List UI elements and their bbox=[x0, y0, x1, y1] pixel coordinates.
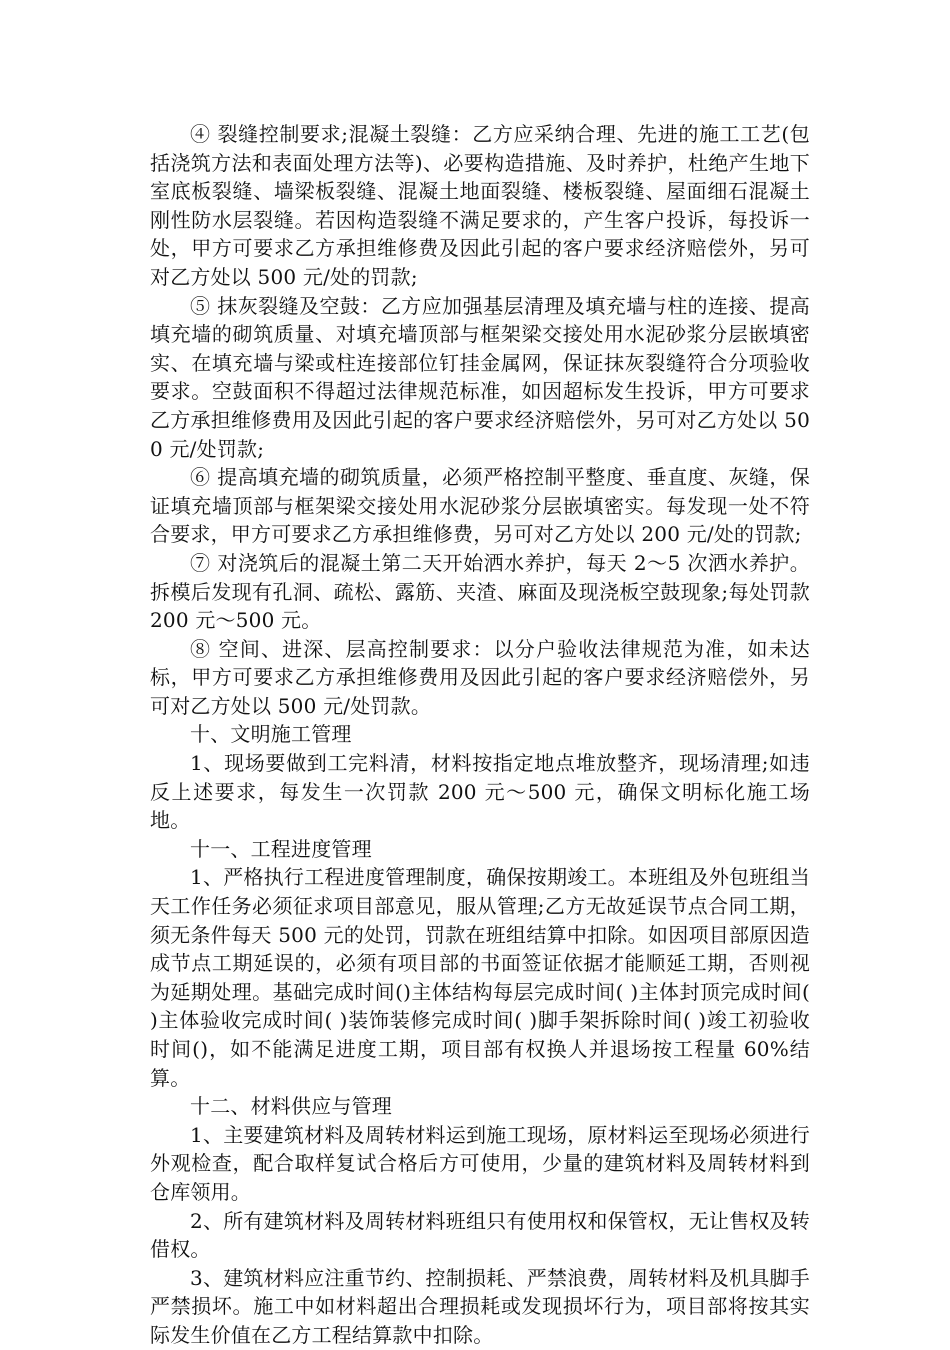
paragraph-infill-wall-quality: ⑥ 提高填充墙的砌筑质量，必须严格控制平整度、垂直度、灰缝，保证填充墙顶部与框架梁交接处用水泥砂浆分层嵌填密实。每发现一处不符合要求，甲方可要求乙方承担维修费，另可对乙方处以 200 元/处的罚款; bbox=[150, 465, 810, 547]
section-heading-material-supply: 十二、材料供应与管理 bbox=[190, 1094, 392, 1119]
paragraph-site-cleanliness: 1、现场要做到工完料清，材料按指定地点堆放整齐，现场清理;如违反上述要求，每发生一次罚款 200 元～500 元，确保文明标化施工场地。 bbox=[150, 751, 810, 833]
paragraph-material-rights: 2、所有建筑材料及周转材料班组只有使用权和保管权，无让售权及转借权。 bbox=[150, 1208, 810, 1262]
paragraph-plaster-cracks: ⑤ 抹灰裂缝及空鼓：乙方应加强基层清理及填充墙与柱的连接、提高填充墙的砌筑质量、对填充墙顶部与框架梁交接处用水泥砂浆分层嵌填密实、在填充墙与梁或柱连接部位钉挂金属网，保证抹灰裂缝符合分项验收要求。空鼓面积不得超过法律规范标准，如因超标发生投诉，甲方可要求乙方承担维修费用及因此引起的客户要求经济赔偿外，另可对乙方处以 500 元/处罚款; bbox=[150, 293, 810, 461]
section-heading-civilized-construction: 十、文明施工管理 bbox=[190, 722, 352, 747]
paragraph-schedule-rules: 1、严格执行工程进度管理制度，确保按期竣工。本班组及外包班组当天工作任务必须征求项目部意见，服从管理;乙方无故延误节点合同工期，须无条件每天 500 元的处罚，罚款在班组结算中扣除。如因项目部原因造成节点工期延误的，必须有项目部的书面签证依据才能顺延工期，否则视为延期处理。基础完成时间()主体结构每层完成时间( )主体封顶完成时间( )主体验收完成时间( )装饰装修完成时间( )脚手架拆除时间( )竣工初验收时间()，如不能满足进度工期，项目部有权换人并退场按工程量 60%结算。 bbox=[150, 865, 810, 1090]
paragraph-space-height-control: ⑧ 空间、进深、层高控制要求：以分户验收法律规范为准，如未达标，甲方可要求乙方承担维修费用及因此引起的客户要求经济赔偿外，另可对乙方处以 500 元/处罚款。 bbox=[150, 636, 810, 718]
paragraph-material-inspection: 1、主要建筑材料及周转材料运到施工现场，原材料运至现场必须进行外观检查，配合取样复试合格后方可使用，少量的建筑材料及周转材料到仓库领用。 bbox=[150, 1122, 810, 1204]
section-heading-schedule-management: 十一、工程进度管理 bbox=[190, 836, 372, 861]
paragraph-concrete-curing: ⑦ 对浇筑后的混凝土第二天开始洒水养护，每天 2～5 次洒水养护。拆模后发现有孔洞、疏松、露筋、夹渣、麻面及现浇板空鼓现象;每处罚款 200 元～500 元。 bbox=[150, 550, 810, 633]
document-body bbox=[150, 120, 810, 1350]
paragraph-crack-control: ④ 裂缝控制要求;混凝土裂缝：乙方应采纳合理、先进的施工工艺(包括浇筑方法和表面处理方法等)、必要构造措施、及时养护，杜绝产生地下室底板裂缝、墙梁板裂缝、混凝土地面裂缝、楼板裂缝、屋面细石混凝土刚性防水层裂缝。若因构造裂缝不满足要求的，产生客户投诉，每投诉一处，甲方可要求乙方承担维修费及因此引起的客户要求经济赔偿外，另可对乙方处以 500 元/处的罚款; bbox=[150, 122, 810, 289]
paragraph-material-conservation: 3、建筑材料应注重节约、控制损耗、严禁浪费，周转材料及机具脚手严禁损坏。施工中如材料超出合理损耗或发现损坏行为，项目部将按其实际发生价值在乙方工程结算款中扣除。 bbox=[150, 1265, 810, 1347]
